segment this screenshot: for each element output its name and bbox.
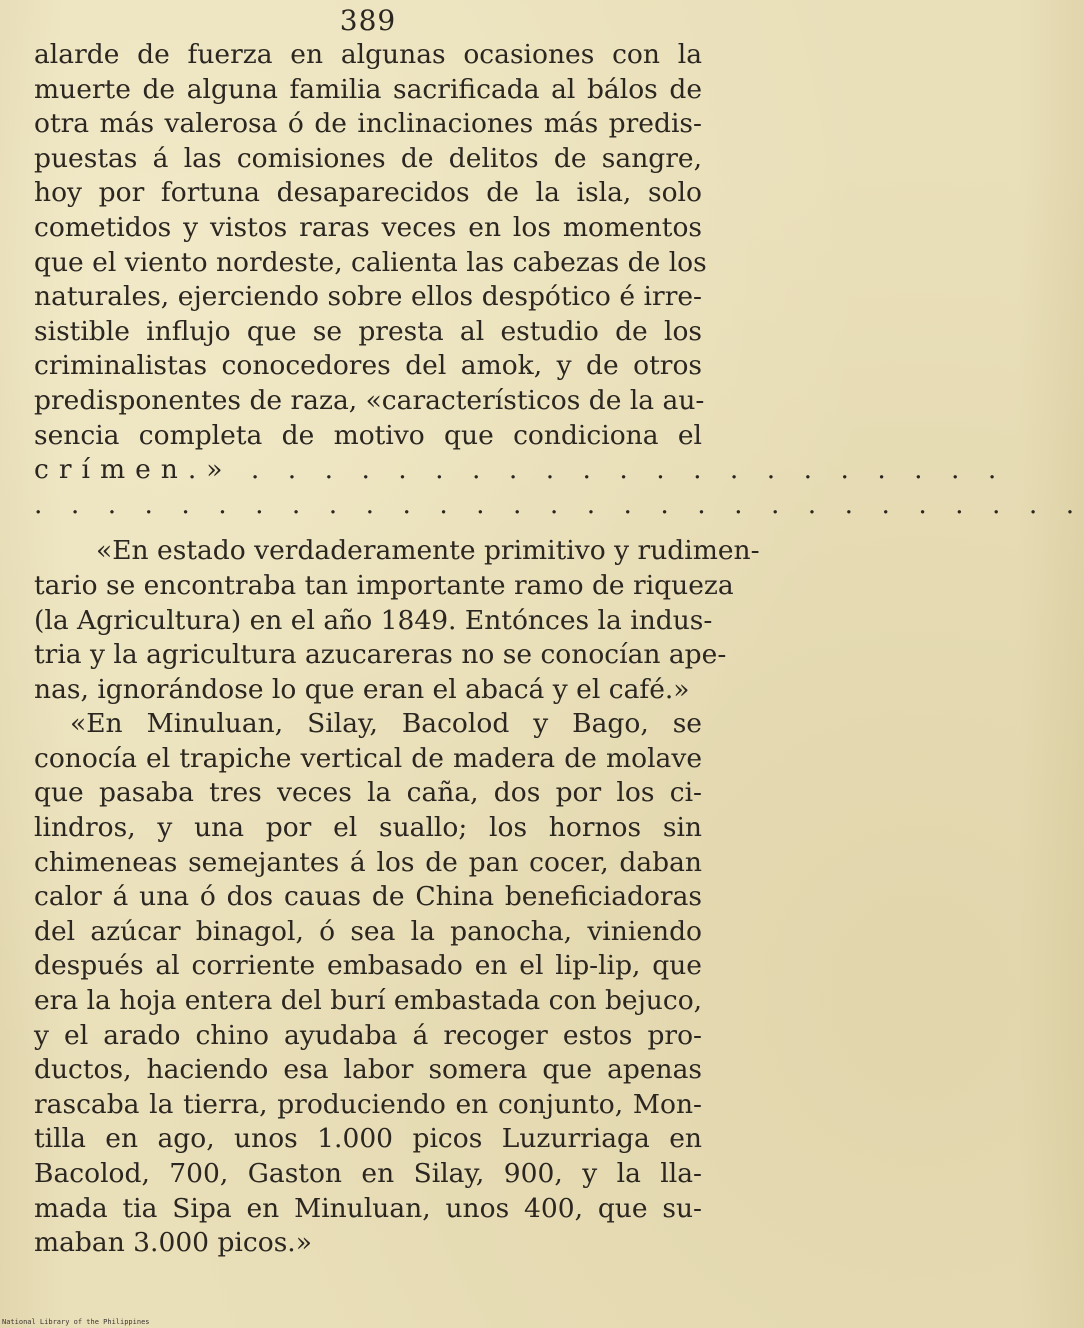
text-line: naturales, ejerciendo sobre ellos despótico é irre-	[34, 281, 702, 313]
text-line: alarde de fuerza en algunas ocasiones con la	[34, 39, 702, 70]
text-line: nas, ignorándose lo que eran el abacá y el café.»	[34, 673, 690, 705]
text-line: «En Minuluan, Silay, Bacolod y Bago, se	[70, 708, 702, 740]
text-line: era la hoja entera del burí embastada con bejuco,	[34, 985, 703, 1017]
ellipsis-line: crímen.» . . . . . . . . . . . . . . . . . . . . .	[34, 454, 1007, 486]
text-line: sistible influjo que se presta al estudio de los	[34, 315, 702, 347]
text-line: (la Agricultura) en el año 1849. Entónces la indus-	[34, 604, 713, 636]
library-footer: National Library of the Philippines	[2, 1318, 150, 1326]
text-line: que pasaba tres veces la caña, dos por los ci-	[34, 777, 702, 809]
text-line: Bacolod, 700, Gaston en Silay, 900, y la lla-	[34, 1158, 702, 1189]
ellipsis-line: . . . . . . . . . . . . . . . . . . . . . . . . . . . . .	[34, 488, 1084, 520]
text-line: sencia completa de motivo que condiciona el	[34, 419, 702, 451]
text-line: del azúcar binagol, ó sea la panocha, viniendo	[34, 915, 702, 947]
body-text	[34, 38, 1084, 1261]
text-line: lindros, y una por el suallo; los hornos sin	[34, 812, 702, 844]
text-line: maban 3.000 picos.»	[34, 1227, 312, 1259]
text-line: tria y la agricultura azucareras no se conocían ape-	[34, 639, 727, 671]
text-line: que el viento nordeste, calienta las cabezas de los	[34, 246, 707, 278]
text-line: hoy por fortuna desaparecidos de la isla, solo	[34, 177, 702, 209]
text-line: criminalistas conocedores del amok, y de otros	[34, 350, 702, 382]
text-line: rascaba la tierra, produciendo en conjunto, Mon-	[34, 1088, 702, 1120]
text-line: conocía el trapiche vertical de madera de molave	[34, 742, 702, 774]
text-line: mada tia Sipa en Minuluan, unos 400, que su-	[34, 1192, 702, 1224]
text-line: otra más valerosa ó de inclinaciones más predis-	[34, 108, 702, 140]
text-line: muerte de alguna familia sacrificada al bálos de	[34, 73, 702, 105]
text-line: cometidos y vistos raras veces en los momentos	[34, 211, 702, 243]
text-line: predisponentes de raza, «característicos de la au-	[34, 384, 705, 416]
text-line: calor á una ó dos cauas de China beneficiadoras	[34, 881, 702, 913]
text-line: tilla en ago, unos 1.000 picos Luzurriaga en	[34, 1123, 702, 1155]
text-line: después al corriente embasado en el lip-lip, que	[34, 950, 702, 982]
text-line: ductos, haciendo esa labor somera que apenas	[34, 1054, 702, 1086]
text-line: tario se encontraba tan importante ramo de riqueza	[34, 569, 734, 601]
text-line: puestas á las comisiones de delitos de sangre,	[34, 142, 702, 174]
text-line: chimeneas semejantes á los de pan cocer, daban	[34, 846, 702, 878]
text-line: y el arado chino ayudaba á recoger estos pro-	[34, 1019, 702, 1051]
text-line: «En estado verdaderamente primitivo y rudimen-	[96, 535, 760, 567]
page-number: 389	[339, 4, 397, 37]
